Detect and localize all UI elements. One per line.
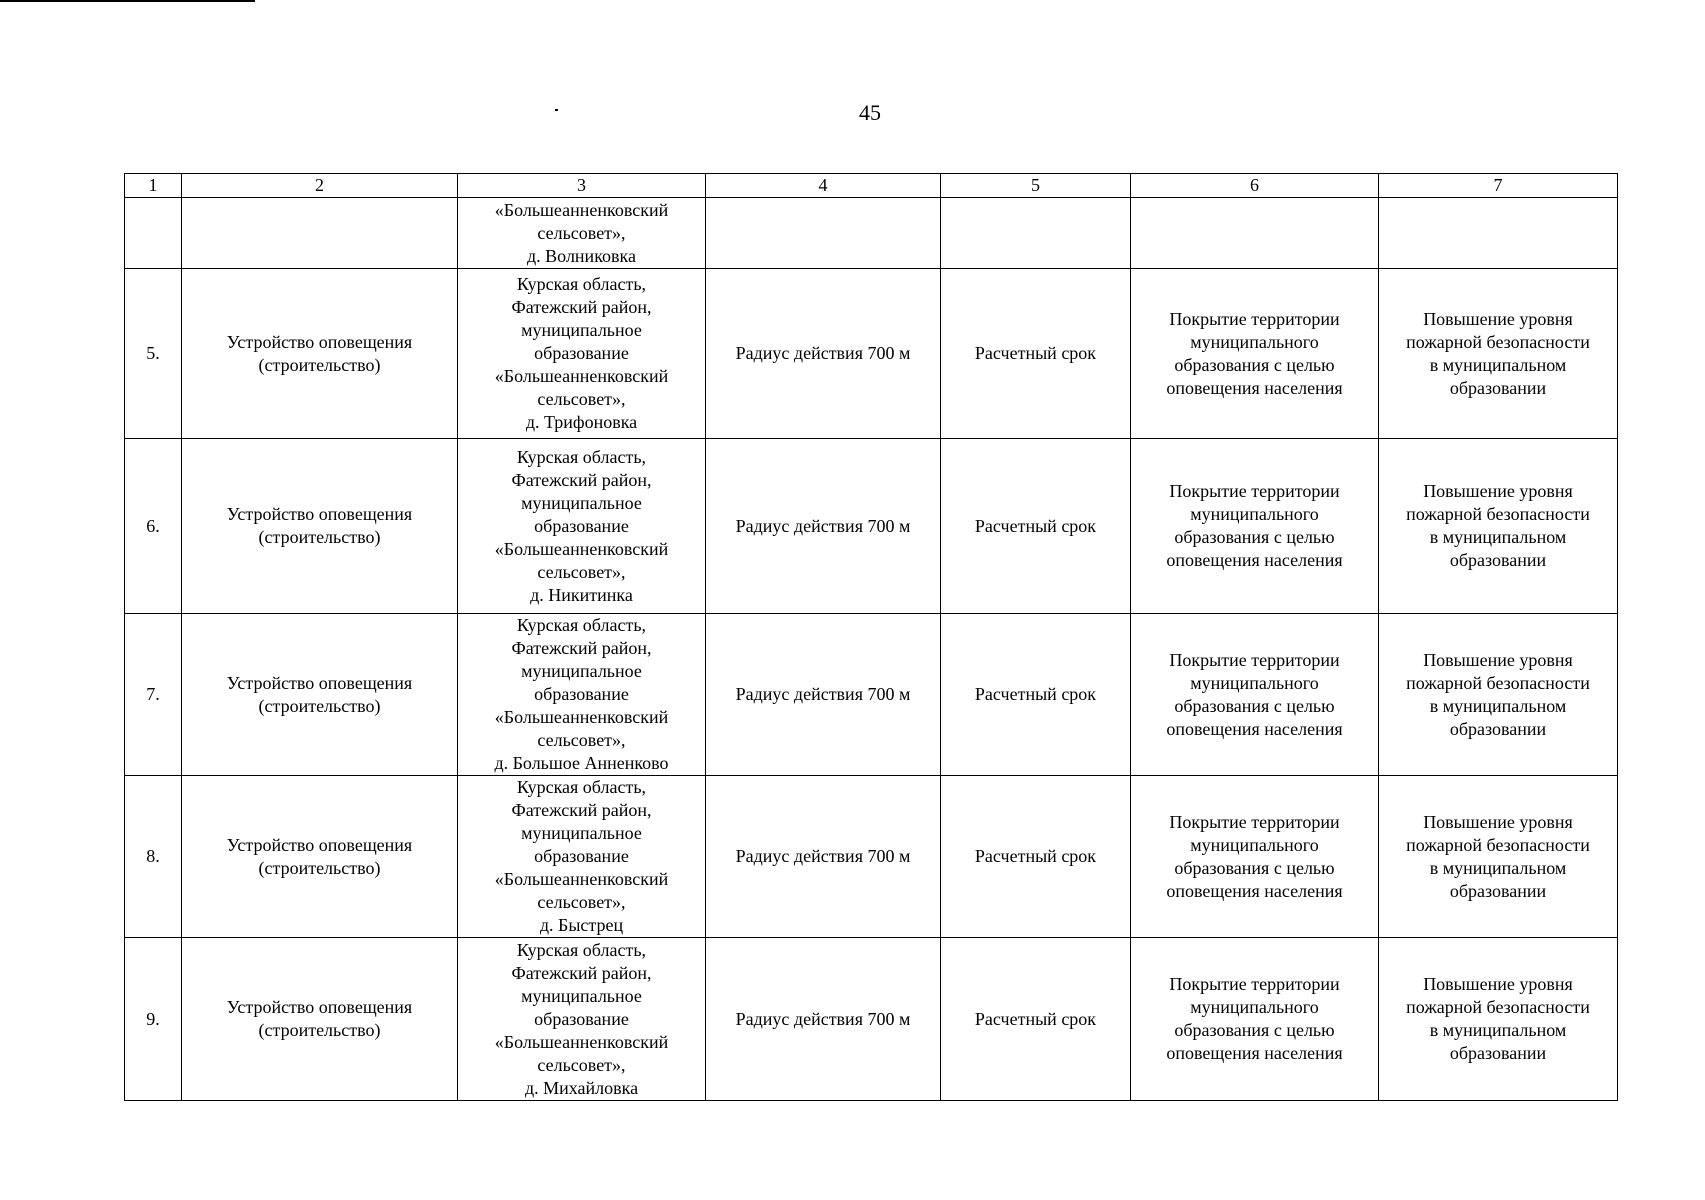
- location-line: муниципальное: [521, 661, 642, 681]
- name-line: Устройство оповещения: [226, 834, 413, 855]
- parameter-cell: Радиус действия 700 м: [706, 439, 941, 614]
- effect-line: в муниципальном: [1429, 695, 1567, 716]
- top-rule: [0, 0, 255, 2]
- effect-line: Повышение уровня: [1423, 649, 1573, 670]
- parameter-cell: Радиус действия 700 м: [706, 776, 941, 938]
- purpose-line: образования с целью: [1174, 527, 1335, 547]
- name-line: (строительство): [258, 527, 381, 547]
- measure-name-cell: [182, 614, 458, 776]
- name-line: Устройство оповещения: [226, 997, 413, 1017]
- name-line: (строительство): [258, 1020, 381, 1040]
- location-line: д. Трифоновка: [525, 412, 638, 432]
- name-line: (строительство): [258, 354, 381, 375]
- purpose-line: оповещения населения: [1166, 377, 1343, 398]
- purpose-line: Покрытие территории: [1169, 974, 1340, 994]
- table-row: [125, 776, 1618, 938]
- purpose-line: Покрытие территории: [1169, 811, 1340, 832]
- measure-name-cell: [182, 938, 458, 1101]
- location-line: Фатежский район,: [511, 962, 652, 983]
- continued-term-cell: [941, 198, 1131, 269]
- location-line: д. Большое Анненково: [494, 753, 669, 773]
- page-number: 45: [859, 100, 881, 125]
- effect-cell: [1379, 269, 1618, 439]
- effect-cell: [1379, 938, 1618, 1101]
- continued-num-cell: [125, 198, 182, 269]
- measure-name-cell: [182, 776, 458, 938]
- header-row: [125, 174, 1618, 198]
- location-line: «Большеанненковский: [494, 869, 669, 889]
- purpose-line: образования с целью: [1174, 354, 1335, 375]
- continued-row: [125, 198, 1618, 269]
- location-cell: [458, 938, 706, 1101]
- purpose-line: Покрытие территории: [1169, 308, 1340, 329]
- column-header-6: 6: [1131, 174, 1379, 198]
- row-number-cell: 8.: [125, 776, 182, 938]
- column-header-4: 4: [706, 174, 941, 198]
- purpose-line: образования с целью: [1174, 1020, 1335, 1040]
- name-line: Устройство оповещения: [226, 504, 413, 524]
- continued-effect-cell: [1379, 198, 1618, 269]
- continued-name-cell: [182, 198, 458, 269]
- term-cell: Расчетный срок: [941, 269, 1131, 439]
- location-line: Курская область,: [516, 274, 647, 294]
- name-line: (строительство): [258, 857, 381, 878]
- term-cell: Расчетный срок: [941, 614, 1131, 776]
- location-line: сельсовет»,: [537, 892, 626, 912]
- effect-line: Повышение уровня: [1423, 811, 1573, 832]
- term-cell: Расчетный срок: [941, 439, 1131, 614]
- location-line: д. Волниковка: [527, 245, 636, 266]
- purpose-line: муниципального: [1190, 504, 1319, 524]
- column-header-5: 5: [941, 174, 1131, 198]
- effect-line: пожарной безопасности: [1406, 331, 1590, 352]
- location-line: «Большеанненковский: [494, 199, 669, 220]
- parameter-cell: Радиус действия 700 м: [706, 938, 941, 1101]
- purpose-cell: [1131, 269, 1379, 439]
- purpose-cell: [1131, 439, 1379, 614]
- location-line: муниципальное: [521, 320, 642, 340]
- location-line: сельсовет»,: [537, 222, 626, 243]
- term-cell: Расчетный срок: [941, 776, 1131, 938]
- location-line: сельсовет»,: [537, 389, 626, 409]
- location-line: д. Быстрец: [539, 915, 624, 935]
- effect-line: образовании: [1449, 377, 1547, 398]
- effect-line: пожарной безопасности: [1406, 834, 1590, 855]
- row-number-cell: 5.: [125, 269, 182, 439]
- effect-cell: [1379, 776, 1618, 938]
- location-line: Фатежский район,: [511, 638, 652, 658]
- location-line: «Большеанненковский: [494, 538, 669, 559]
- name-line: Устройство оповещения: [226, 331, 413, 352]
- row-number-cell: 6.: [125, 439, 182, 614]
- location-line: образование: [534, 846, 629, 866]
- location-line: Фатежский район,: [511, 297, 652, 317]
- column-header-3: 3: [458, 174, 706, 198]
- location-cell: [458, 269, 706, 439]
- table-row: [125, 614, 1618, 776]
- location-line: образование: [534, 343, 629, 363]
- location-line: Курская область,: [516, 446, 647, 467]
- location-line: Курская область,: [516, 939, 647, 960]
- column-header-2: 2: [182, 174, 458, 198]
- name-line: (строительство): [258, 695, 381, 716]
- location-line: Курская область,: [516, 777, 647, 797]
- location-line: «Большеанненковский: [494, 366, 669, 386]
- effect-line: пожарной безопасности: [1406, 504, 1590, 524]
- term-cell: Расчетный срок: [941, 938, 1131, 1101]
- measures-table: [124, 173, 1618, 1101]
- location-line: сельсовет»,: [537, 1054, 626, 1075]
- location-line: сельсовет»,: [537, 730, 626, 750]
- location-line: муниципальное: [521, 823, 642, 843]
- location-cell: [458, 614, 706, 776]
- measure-name-cell: [182, 439, 458, 614]
- location-line: «Большеанненковский: [494, 1031, 669, 1052]
- location-cell: [458, 776, 706, 938]
- location-line: «Большеанненковский: [494, 707, 669, 727]
- purpose-line: оповещения населения: [1166, 718, 1343, 739]
- location-line: муниципальное: [521, 985, 642, 1006]
- column-header-1: 1: [125, 174, 182, 198]
- location-line: д. Михайловка: [524, 1077, 639, 1098]
- purpose-line: Покрытие территории: [1169, 649, 1340, 670]
- purpose-cell: [1131, 938, 1379, 1101]
- location-line: муниципальное: [521, 492, 642, 513]
- location-line: образование: [534, 684, 629, 704]
- scan-speck: [555, 109, 558, 111]
- continued-parameter-cell: [706, 198, 941, 269]
- location-line: Фатежский район,: [511, 800, 652, 820]
- effect-line: пожарной безопасности: [1406, 672, 1590, 693]
- location-line: Фатежский район,: [511, 469, 652, 490]
- column-header-7: 7: [1379, 174, 1618, 198]
- location-line: Курская область,: [516, 615, 647, 635]
- effect-line: образовании: [1449, 550, 1547, 570]
- effect-line: в муниципальном: [1429, 354, 1567, 375]
- row-number-cell: 7.: [125, 614, 182, 776]
- effect-line: Повышение уровня: [1423, 308, 1573, 329]
- location-line: д. Никитинка: [530, 584, 633, 605]
- effect-line: образовании: [1449, 1043, 1547, 1063]
- purpose-cell: [1131, 614, 1379, 776]
- purpose-line: муниципального: [1190, 331, 1319, 352]
- purpose-line: муниципального: [1190, 997, 1319, 1017]
- effect-line: в муниципальном: [1429, 527, 1567, 547]
- location-line: образование: [534, 1008, 629, 1029]
- row-number-cell: 9.: [125, 938, 182, 1101]
- location-cell: [458, 439, 706, 614]
- continued-location-cell: [458, 198, 706, 269]
- purpose-line: оповещения населения: [1166, 1043, 1343, 1063]
- effect-line: Повышение уровня: [1423, 974, 1573, 994]
- location-line: сельсовет»,: [537, 561, 626, 582]
- effect-cell: [1379, 614, 1618, 776]
- effect-line: образовании: [1449, 718, 1547, 739]
- parameter-cell: Радиус действия 700 м: [706, 614, 941, 776]
- effect-line: в муниципальном: [1429, 1020, 1567, 1040]
- effect-cell: [1379, 439, 1618, 614]
- purpose-line: муниципального: [1190, 672, 1319, 693]
- purpose-line: Покрытие территории: [1169, 481, 1340, 501]
- purpose-line: образования с целью: [1174, 857, 1335, 878]
- table-row: [125, 938, 1618, 1101]
- purpose-line: муниципального: [1190, 834, 1319, 855]
- continued-purpose-cell: [1131, 198, 1379, 269]
- name-line: Устройство оповещения: [226, 672, 413, 693]
- purpose-line: образования с целью: [1174, 695, 1335, 716]
- table-row: [125, 269, 1618, 439]
- table-row: [125, 439, 1618, 614]
- location-line: образование: [534, 515, 629, 536]
- effect-line: Повышение уровня: [1423, 481, 1573, 501]
- purpose-line: оповещения населения: [1166, 550, 1343, 570]
- effect-line: образовании: [1449, 880, 1547, 901]
- effect-line: в муниципальном: [1429, 857, 1567, 878]
- measure-name-cell: [182, 269, 458, 439]
- parameter-cell: Радиус действия 700 м: [706, 269, 941, 439]
- effect-line: пожарной безопасности: [1406, 997, 1590, 1017]
- purpose-cell: [1131, 776, 1379, 938]
- purpose-line: оповещения населения: [1166, 880, 1343, 901]
